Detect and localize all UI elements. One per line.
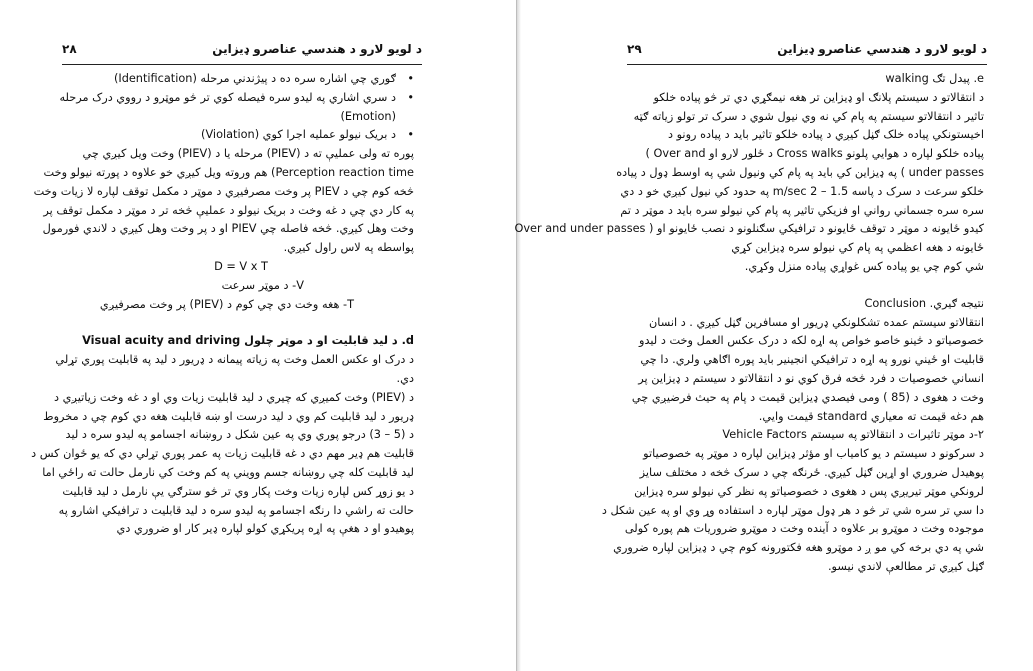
- formula: D = V x T: [214, 259, 268, 273]
- paragraph-line: څخه کوم چي د PIEV پر وخت مصرفیږي د موټر د مکمل توقف لپاره لا زیات وخت: [33, 184, 414, 198]
- paragraph-line: خصوصیاتو د څینو خاصو خواص په اړه لکه د درک عکس العمل وخت د لیدو: [639, 334, 984, 348]
- paragraph-line: د یو زوړ کس لپاره زیات وخت پکار وي تر څو سترګي یې نارمل د لید قابلیت: [62, 484, 414, 498]
- gutter-shadow: [517, 0, 521, 671]
- paragraph-line: دا سي تر سره شي تر څو د هر ډول موټر لپاره د استفاده وړ وي او په عین شکل د: [601, 503, 984, 517]
- right-page-body: [514, 70, 984, 577]
- paragraph-line: د سرکونو د سیستم د یو کامیاب او مؤثر ډیزاین لپاره د موټر په خصوصیاتو: [643, 447, 984, 461]
- paragraph-line: ګڼل کیږي تر مطالعې لاندي نیسو.: [827, 559, 984, 573]
- paragraph-line: هم دغه قیمت ته معیاري standard قیمت وایي.: [758, 409, 984, 423]
- paragraph-line: لید قابلیت کله چي روښانه جسم وویني په کم وخت کي نارمل حالت ته راځي اما: [42, 465, 414, 479]
- paragraph-line: خلکو سرعت د سرک د پاسه 1.5 – 2 m/sec په حدود کي نیول کیږي خو د دي: [620, 184, 984, 198]
- paragraph-line: د (PIEV) وخت کمیږي که چیري د لید قابلیت زیات وي او د غه وخت زیاتیږي د: [54, 390, 414, 404]
- paragraph-line: پواسطه په لاس راول کیږي.: [283, 241, 414, 255]
- paragraph-line: وخت وهل کیږي. څخه فاصله چي PIEV او د پر وخت وهل کیږي د لاندي فورمول: [42, 222, 414, 236]
- section-heading-d: d. د لید قابلیت او د موټر چلول Visual acuity and driving: [82, 334, 414, 348]
- paragraph-line: پوهیدل ضروري او اړین ګڼل کیږي. ځرنګه چي د سرک څخه د مختلف سایز: [639, 465, 984, 479]
- paragraph-line: لرونکي موټر تیریږي پس د هغوی د خصوصیاتو په نظر کي نیولو سره ډیزاین: [634, 484, 984, 498]
- bullet-item: • د سري اشاري په لیدو سره فیصله کوي تر څو موټرو د رووي درک مرحله: [68, 89, 414, 108]
- paragraph-line: پوهیدو او د هغې په اړه پریکړي کولو لپاره ډیر کار او ضروري دي: [116, 522, 414, 536]
- right-page-header-title: د لویو لارو د هندسي عناصرو ډیزاین: [777, 42, 987, 56]
- item-heading-e: e. پیدل تګ walking: [885, 72, 984, 85]
- conclusion-heading: نتیجه ګیري. Conclusion: [864, 296, 984, 310]
- section-heading-2: ۲-د موټر تاثیرات د انتقالاتو په سیستم Vehicle Factors: [722, 428, 984, 442]
- paragraph-line: په کار دي چي د غه وخت د بریک نیولو د عملیې څخه تر د موټر د مکمل توقف پر: [43, 203, 414, 217]
- paragraph-line: شي په دي برخه کي مو ږ د موټرو هغه فکتورونه کوم چي د ډیزاین لپاره ضروري: [613, 541, 984, 555]
- left-page-header-title: د لویو لارو د هندسي عناصرو ډیزاین: [212, 42, 422, 56]
- paragraph-line: د (5 – 3) درجو پوري وي په عین شکل د روښانه اجسامو په لیدو سره د لید: [65, 428, 414, 442]
- paragraph-line: قابلیت هم ډیر مهم دي د غه قابلیت زیات په عمر پوري تړلي دي که یو ځوان کس د: [31, 447, 414, 461]
- paragraph-line: ډریور د لید قابلیت کم وي د لید درست او ښه قابلیت هغه دي کوم چي د مخروط: [43, 409, 414, 423]
- paragraph-line: پوره ته ولی عملیې ته د (PIEV) مرحله یا د (PIEV) وخت ویل کیږي چي: [82, 147, 414, 161]
- paragraph-line: دي.: [396, 371, 414, 385]
- paragraph-line: Perception reaction time) هم وروته ویل کیږي خو علاوه د پورته نیولو وخت: [43, 165, 414, 179]
- paragraph-line: ځایونه د هغه اعظمي په پام کي نیولو سره ډیزاین کړي: [731, 241, 984, 255]
- paragraph-line: حالت ته راشي دا رنګه اجسامو په لیدو سره د لید قابلیت د ترافیکي اشارو په: [58, 503, 414, 517]
- paragraph-line: قابلیت او ځیني نورو په اړه د ترافیکي انجینیر باید پوره اګاهي ولري. دا چي: [640, 353, 984, 367]
- bullet-item-continuation: (Emotion): [340, 109, 396, 123]
- paragraph-line: سره سره جسماني رواني او فزیکي تاثیر په پام کي نیولو سره باید د موټر د تم: [620, 203, 984, 217]
- formula-t-definition: T- هغه وخت دي چي کوم د (PIEV) پر وخت مصرفیږي: [99, 297, 354, 311]
- right-page-header: [627, 42, 987, 65]
- bullet-item: • ګوري چي اشاره سره ده د پیژندني مرحله (Identification): [68, 70, 414, 89]
- paragraph-line: د انتقالاتو د سیستم پلانګ او ډیزاین تر هغه نیمګړي دي تر څو پیاده خلکو: [653, 90, 984, 104]
- paragraph-line: د درک او عکس العمل وخت په زیاته پیمانه د ډریور د لید په قابلیت پوري تړلي: [55, 353, 414, 367]
- paragraph-line: اخیستونکي پیاده خلک ګڼل کیږي د پیاده خلکو تاثیر باید د پیاده رونو د: [667, 128, 984, 142]
- paragraph-line: شي کوم چي یو پیاده کس غواړي پیاده منزل وکړي.: [744, 259, 984, 273]
- paragraph-line: انساني خصوصیات د فرد څخه فرق کوي نو د انتقالاتو د سیستم د ډیزاین پر: [638, 371, 984, 385]
- paragraph-line: انتقالاتو سیستم عمده تشکلونکي ډریور او مسافرین ګڼل کیږي . د انسان: [649, 315, 984, 329]
- bullet-item: • د بریک نیولو عملیه اجرا کوي (Violation): [68, 126, 414, 145]
- right-page-number: ۲۹: [627, 42, 642, 56]
- formula-v-definition: V- د موټر سرعت: [221, 278, 304, 292]
- paragraph-line: وخت د هغوی د (85 ) ومی فیصدي ډیزاین قیمت د پام په حیث فرضیږي چي: [631, 390, 984, 404]
- paragraph-line: کیدو ځایونه د موټر د توقف ځایونو د ترافیکي سګنلونو د نصب ځایونو او ( Over and under passes: [514, 222, 984, 236]
- left-page-body: [31, 70, 414, 539]
- paragraph-line: under passes ) په ډیزاین کي باید په پام کي ونیول شي په اوسط ډول د پیاده: [616, 165, 984, 179]
- paragraph-line: تاثیر د انتقالاتو سیستم په پام کي نه وي نیول شوي د سرک تر تولو زیاته ګټه: [633, 109, 984, 123]
- paragraph-line: موجوده وخت د موټرو بر علاوه د آینده وخت د موټرو ضروریات هم پوره کولی: [624, 522, 984, 536]
- paragraph-line: پیاده خلکو لپاره د هوایي پلونو Cross walks د ځلور لارو او Over and ): [645, 147, 984, 161]
- left-page-header: [62, 42, 422, 65]
- left-page-number: ۲۸: [62, 42, 77, 56]
- right-page: [514, 0, 1033, 671]
